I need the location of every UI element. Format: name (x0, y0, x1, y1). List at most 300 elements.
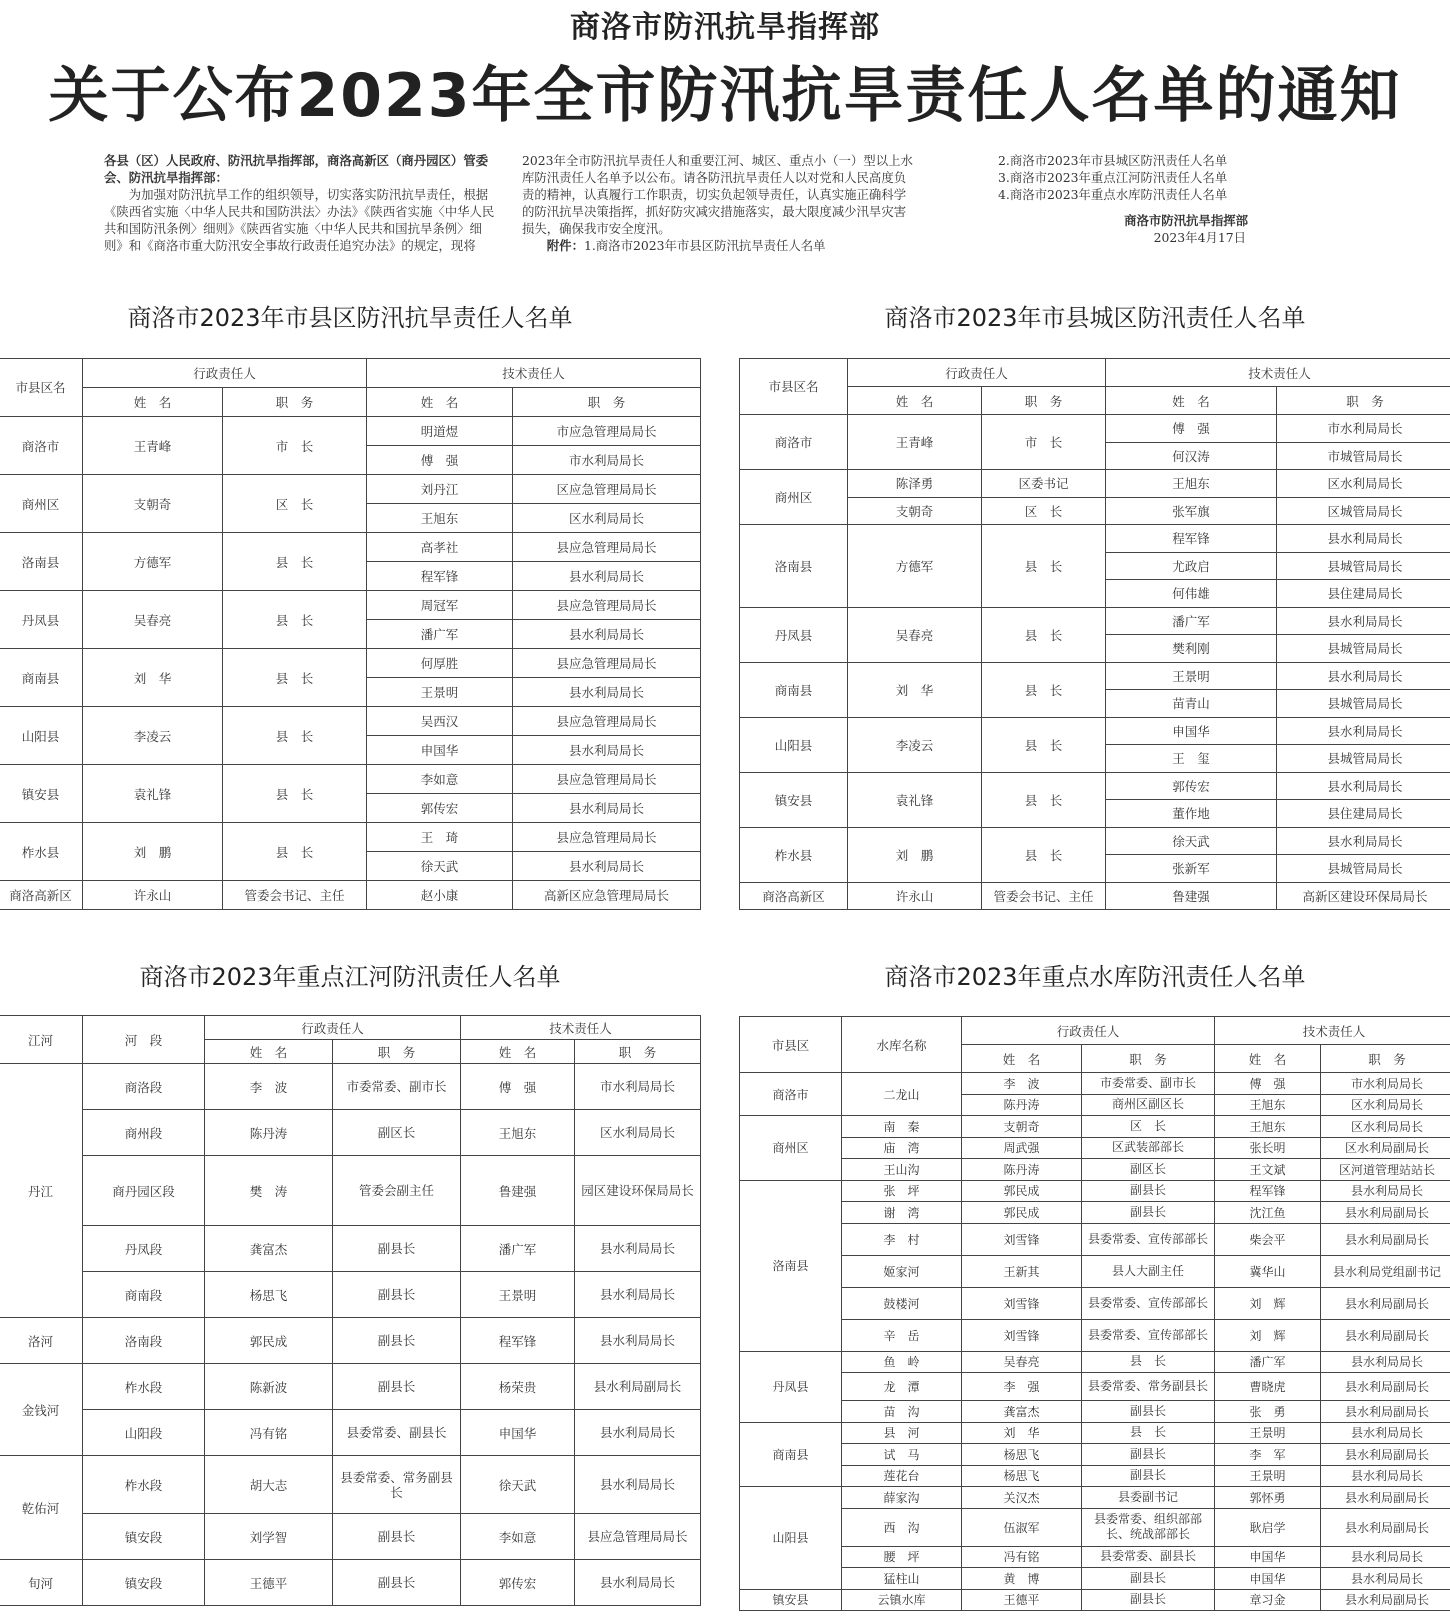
section-cell: 镇安段 (83, 1514, 205, 1560)
table-row (740, 1444, 1450, 1466)
region-cell: 柞水县 (0, 823, 83, 881)
admin-post-cell: 县 长 (982, 662, 1106, 717)
table-row (0, 649, 701, 678)
admin-name-cell: 王新其 (962, 1255, 1082, 1287)
section-cell: 商洛段 (83, 1064, 205, 1110)
table-row (740, 1487, 1450, 1509)
table-4-title: 商洛市2023年重点水库防汛责任人名单 (884, 963, 1306, 991)
header-admin-name: 姓 名 (205, 1040, 333, 1064)
tech-name-cell: 耿启学 (1215, 1508, 1321, 1546)
admin-name-cell: 王青峰 (83, 417, 223, 475)
region-cell: 丹凤县 (740, 607, 848, 662)
tech-name-cell: 苗青山 (1106, 690, 1277, 718)
table-row (740, 1287, 1450, 1319)
region-cell: 洛南县 (0, 533, 83, 591)
attachment-1: 1.商洛市2023年市县区防汛抗旱责任人名单 (583, 238, 826, 253)
header-reservoir: 水库名称 (842, 1017, 962, 1073)
section-cell: 柞水段 (83, 1364, 205, 1410)
admin-post-cell: 副县长 (1082, 1180, 1215, 1202)
table-row (740, 1546, 1450, 1568)
attachment-label: 附件： (546, 238, 584, 253)
tech-name-cell: 傅 强 (367, 446, 513, 475)
tech-name-cell: 曹晓虎 (1215, 1373, 1321, 1401)
reservoir-cell: 南 秦 (842, 1116, 962, 1138)
tech-post-cell: 县水利局局长 (575, 1226, 701, 1272)
tech-name-cell: 申国华 (1215, 1568, 1321, 1590)
tech-post-cell: 县水利局副局长 (1321, 1202, 1450, 1224)
tech-post-cell: 县水利局局长 (1321, 1465, 1450, 1487)
tech-post-cell: 市水利局局长 (1277, 415, 1450, 443)
reservoir-cell: 腰 坪 (842, 1546, 962, 1568)
table-row (0, 591, 701, 620)
table-row (740, 525, 1450, 553)
reservoir-cell: 谢 湾 (842, 1202, 962, 1224)
region-cell: 商南县 (740, 662, 848, 717)
admin-post-cell: 区 长 (1082, 1116, 1215, 1138)
admin-name-cell: 周武强 (962, 1137, 1082, 1159)
table-row (740, 1255, 1450, 1287)
tech-name-cell: 吴西汉 (367, 707, 513, 736)
reservoir-cell: 猛柱山 (842, 1568, 962, 1590)
admin-name-cell: 杨思飞 (962, 1444, 1082, 1466)
admin-name-cell: 伍淑军 (962, 1508, 1082, 1546)
table-row (740, 1422, 1450, 1444)
tech-post-cell: 县城管局局长 (1277, 690, 1450, 718)
notice-column-1 (104, 152, 498, 254)
admin-name-cell: 刘 华 (962, 1422, 1082, 1444)
tech-post-cell: 县水利局副局长 (1321, 1508, 1450, 1546)
table-row (740, 662, 1450, 690)
admin-name-cell: 陈泽勇 (848, 470, 982, 498)
admin-name-cell: 刘雪锋 (962, 1223, 1082, 1255)
region-cell: 商南县 (0, 649, 83, 707)
tech-post-cell: 县水利局局长 (1277, 717, 1450, 745)
table-row (740, 1465, 1450, 1487)
table-row (0, 1226, 701, 1272)
admin-name-cell: 刘 鹏 (848, 827, 982, 882)
region-cell: 商洛市 (740, 1073, 842, 1116)
tech-name-cell: 何汉涛 (1106, 442, 1277, 470)
reservoir-cell: 李 村 (842, 1223, 962, 1255)
tech-name-cell: 王旭东 (1106, 470, 1277, 498)
region-cell: 山阳县 (0, 707, 83, 765)
tech-post-cell: 县城管局局长 (1277, 855, 1450, 883)
header-river: 江河 (0, 1016, 83, 1064)
admin-post-cell: 市委常委、副市长 (1082, 1073, 1215, 1095)
table-row (740, 1319, 1450, 1351)
admin-post-cell: 市 长 (982, 415, 1106, 470)
admin-post-cell: 副区长 (333, 1110, 461, 1156)
tech-post-cell: 园区建设环保局局长 (575, 1156, 701, 1226)
table-row (0, 1364, 701, 1410)
reservoir-cell: 龙 潭 (842, 1373, 962, 1401)
tech-post-cell: 县水利局局长 (1277, 827, 1450, 855)
admin-post-cell: 县 长 (223, 533, 367, 591)
region-cell: 镇安县 (740, 1589, 842, 1611)
table-row (0, 1514, 701, 1560)
notice-column-2 (522, 152, 914, 254)
admin-post-cell: 副县长 (1082, 1444, 1215, 1466)
tech-name-cell: 何伟雄 (1106, 580, 1277, 608)
header-tech-name: 姓 名 (1106, 387, 1277, 415)
tech-post-cell: 县城管局局长 (1277, 552, 1450, 580)
table-row (740, 1159, 1450, 1181)
tech-name-cell: 樊利刚 (1106, 635, 1277, 663)
admin-post-cell: 商州区副区长 (1082, 1094, 1215, 1116)
header-tech-name: 姓 名 (367, 388, 513, 417)
tech-post-cell: 县水利局局长 (1321, 1180, 1450, 1202)
region-cell: 柞水县 (740, 827, 848, 882)
admin-name-cell: 陈新波 (205, 1364, 333, 1410)
reservoir-cell: 张 坪 (842, 1180, 962, 1202)
admin-post-cell: 县 长 (223, 591, 367, 649)
tech-post-cell: 县水利局局长 (513, 794, 701, 823)
admin-name-cell: 方德军 (848, 525, 982, 608)
tech-name-cell: 董作地 (1106, 800, 1277, 828)
tech-post-cell: 县水利局局长 (513, 678, 701, 707)
river-cell: 金钱河 (0, 1364, 83, 1456)
admin-post-cell: 县 长 (982, 607, 1106, 662)
tech-post-cell: 市水利局局长 (513, 446, 701, 475)
admin-post-cell: 县 长 (223, 649, 367, 707)
reservoir-cell: 鱼 岭 (842, 1351, 962, 1373)
table-1-county-responsible (0, 358, 701, 910)
table-row (740, 717, 1450, 745)
reservoir-cell: 薛家沟 (842, 1487, 962, 1509)
attachment-line (522, 237, 914, 254)
table-3-title: 商洛市2023年重点江河防汛责任人名单 (139, 963, 561, 991)
tech-name-cell: 徐天武 (1106, 827, 1277, 855)
header-admin-name: 姓 名 (962, 1045, 1082, 1073)
tech-post-cell: 县城管局局长 (1277, 635, 1450, 663)
tech-name-cell: 张长明 (1215, 1137, 1321, 1159)
admin-post-cell: 区 长 (223, 475, 367, 533)
admin-name-cell: 樊 涛 (205, 1156, 333, 1226)
tech-name-cell: 傅 强 (1215, 1073, 1321, 1095)
tech-name-cell: 王景明 (1215, 1422, 1321, 1444)
admin-name-cell: 冯有铭 (205, 1410, 333, 1456)
tech-name-cell: 申国华 (461, 1410, 575, 1456)
tech-name-cell: 冀华山 (1215, 1255, 1321, 1287)
table-row (740, 1351, 1450, 1373)
tech-post-cell: 市城管局局长 (1277, 442, 1450, 470)
section-cell: 商南段 (83, 1272, 205, 1318)
reservoir-cell: 苗 沟 (842, 1401, 962, 1423)
tech-name-cell: 程军锋 (1106, 525, 1277, 553)
tech-post-cell: 区河道管理站站长 (1321, 1159, 1450, 1181)
admin-post-cell: 管委会书记、主任 (223, 881, 367, 910)
tech-name-cell: 王旭东 (1215, 1094, 1321, 1116)
tech-name-cell: 郭传宏 (367, 794, 513, 823)
tech-post-cell: 县水利局局长 (513, 736, 701, 765)
admin-name-cell: 杨思飞 (962, 1465, 1082, 1487)
admin-name-cell: 龚富杰 (962, 1401, 1082, 1423)
tech-name-cell: 李如意 (461, 1514, 575, 1560)
tech-post-cell: 县应急管理局局长 (513, 533, 701, 562)
tech-post-cell: 县水利局副局长 (1321, 1487, 1450, 1509)
region-cell: 镇安县 (740, 772, 848, 827)
tech-post-cell: 县住建局局长 (1277, 580, 1450, 608)
tech-name-cell: 王景明 (461, 1272, 575, 1318)
admin-post-cell: 县 长 (1082, 1422, 1215, 1444)
table-row (0, 1064, 701, 1110)
tech-name-cell: 傅 强 (461, 1064, 575, 1110)
tech-post-cell: 县住建局局长 (1277, 800, 1450, 828)
admin-post-cell: 县委常委、常务副县长 (333, 1456, 461, 1514)
admin-post-cell: 市 长 (223, 417, 367, 475)
header-region: 市县区 (740, 1017, 842, 1073)
admin-name-cell: 许永山 (848, 882, 982, 910)
tech-name-cell: 程军锋 (367, 562, 513, 591)
notice-main-title: 关于公布2023年全市防汛抗旱责任人名单的通知 (48, 61, 1402, 131)
admin-name-cell: 吴春亮 (848, 607, 982, 662)
tech-name-cell: 徐天武 (461, 1456, 575, 1514)
admin-post-cell: 副县长 (333, 1514, 461, 1560)
table-row (740, 1568, 1450, 1590)
table-row (0, 475, 701, 504)
admin-post-cell: 副县长 (1082, 1589, 1215, 1611)
tech-name-cell: 周冠军 (367, 591, 513, 620)
tech-name-cell: 鲁建强 (461, 1156, 575, 1226)
admin-post-cell: 副县长 (1082, 1401, 1215, 1423)
admin-post-cell: 县 长 (223, 765, 367, 823)
section-cell: 商州段 (83, 1110, 205, 1156)
table-row (740, 1180, 1450, 1202)
admin-name-cell: 王德平 (205, 1560, 333, 1606)
tech-name-cell: 尤政启 (1106, 552, 1277, 580)
admin-name-cell: 陈丹涛 (205, 1110, 333, 1156)
tech-name-cell: 赵小康 (367, 881, 513, 910)
admin-name-cell: 吴春亮 (962, 1351, 1082, 1373)
header-tech: 技术责任人 (461, 1016, 701, 1040)
table-row (740, 607, 1450, 635)
tech-name-cell: 刘丹江 (367, 475, 513, 504)
tech-name-cell: 张 勇 (1215, 1401, 1321, 1423)
table-row (740, 1401, 1450, 1423)
tech-post-cell: 县水利局局长 (1277, 772, 1450, 800)
river-cell: 旬河 (0, 1560, 83, 1606)
admin-name-cell: 方德军 (83, 533, 223, 591)
header-admin: 行政责任人 (83, 359, 367, 388)
admin-post-cell: 县 长 (1082, 1351, 1215, 1373)
tech-post-cell: 区水利局局长 (513, 504, 701, 533)
tech-post-cell: 县应急管理局局长 (513, 823, 701, 852)
admin-name-cell: 郭民成 (962, 1180, 1082, 1202)
tech-post-cell: 区水利局局长 (1321, 1094, 1450, 1116)
table-row (740, 882, 1450, 910)
admin-name-cell: 冯有铭 (962, 1546, 1082, 1568)
admin-name-cell: 支朝奇 (83, 475, 223, 533)
admin-name-cell: 刘雪锋 (962, 1287, 1082, 1319)
tech-post-cell: 县水利局局长 (575, 1318, 701, 1364)
admin-post-cell: 副县长 (1082, 1465, 1215, 1487)
header-tech: 技术责任人 (1215, 1017, 1450, 1045)
header-admin: 行政责任人 (848, 359, 1106, 387)
tech-post-cell: 高新区应急管理局局长 (513, 881, 701, 910)
header-admin-post: 职 务 (333, 1040, 461, 1064)
table-row (0, 881, 701, 910)
admin-post-cell: 县人大副主任 (1082, 1255, 1215, 1287)
header-admin-post: 职 务 (982, 387, 1106, 415)
region-cell: 洛南县 (740, 525, 848, 608)
tech-post-cell: 县水利局局长 (513, 852, 701, 881)
tech-name-cell: 申国华 (367, 736, 513, 765)
admin-name-cell: 袁礼锋 (83, 765, 223, 823)
admin-name-cell: 李 波 (962, 1073, 1082, 1095)
admin-name-cell: 郭民成 (962, 1202, 1082, 1224)
reservoir-cell: 辛 岳 (842, 1319, 962, 1351)
admin-post-cell: 副县长 (333, 1318, 461, 1364)
table-row (0, 707, 701, 736)
tech-name-cell: 鲁建强 (1106, 882, 1277, 910)
admin-name-cell: 关汉杰 (962, 1487, 1082, 1509)
tech-name-cell: 潘广军 (1215, 1351, 1321, 1373)
tech-name-cell: 郭传宏 (461, 1560, 575, 1606)
region-cell: 商洛高新区 (740, 882, 848, 910)
table-row (740, 1073, 1450, 1095)
admin-name-cell: 郭民成 (205, 1318, 333, 1364)
admin-name-cell: 李凌云 (848, 717, 982, 772)
admin-name-cell: 王青峰 (848, 415, 982, 470)
admin-name-cell: 王德平 (962, 1589, 1082, 1611)
table-3-river-responsible (0, 1015, 701, 1606)
tech-post-cell: 区水利局局长 (1321, 1116, 1450, 1138)
admin-post-cell: 县委副书记 (1082, 1487, 1215, 1509)
reservoir-cell: 云镇水库 (842, 1589, 962, 1611)
admin-post-cell: 管委会书记、主任 (982, 882, 1106, 910)
table-row (740, 1116, 1450, 1138)
admin-name-cell: 李 强 (962, 1373, 1082, 1401)
admin-name-cell: 杨思飞 (205, 1272, 333, 1318)
admin-post-cell: 副县长 (333, 1226, 461, 1272)
tech-name-cell: 潘广军 (1106, 607, 1277, 635)
tech-post-cell: 县水利局副局长 (1321, 1223, 1450, 1255)
admin-post-cell: 副县长 (1082, 1568, 1215, 1590)
header-region: 市县区名 (0, 359, 83, 417)
tech-name-cell: 李 军 (1215, 1444, 1321, 1466)
tech-name-cell: 明道煜 (367, 417, 513, 446)
tech-name-cell: 杨荣贵 (461, 1364, 575, 1410)
tech-post-cell: 县水利局局长 (1321, 1546, 1450, 1568)
tech-post-cell: 县水利局局长 (1321, 1351, 1450, 1373)
tech-post-cell: 县水利局党组副书记 (1321, 1255, 1450, 1287)
admin-name-cell: 李 波 (205, 1064, 333, 1110)
tech-post-cell: 县水利局局长 (575, 1456, 701, 1514)
tech-post-cell: 县应急管理局局长 (513, 591, 701, 620)
tech-name-cell: 刘 辉 (1215, 1287, 1321, 1319)
section-cell: 洛南段 (83, 1318, 205, 1364)
table-row (740, 827, 1450, 855)
header-section: 河 段 (83, 1016, 205, 1064)
admin-post-cell: 管委会副主任 (333, 1156, 461, 1226)
region-cell: 丹凤县 (0, 591, 83, 649)
header-tech: 技术责任人 (1106, 359, 1450, 387)
section-cell: 柞水段 (83, 1456, 205, 1514)
tech-post-cell: 县水利局局长 (575, 1410, 701, 1456)
table-2-city-flood-responsible (739, 358, 1450, 910)
tech-name-cell: 王旭东 (461, 1110, 575, 1156)
admin-post-cell: 市委常委、副市长 (333, 1064, 461, 1110)
table-row (0, 823, 701, 852)
section-cell: 镇安段 (83, 1560, 205, 1606)
section-cell: 山阳段 (83, 1410, 205, 1456)
table-row (0, 1456, 701, 1514)
region-cell: 商州区 (740, 1116, 842, 1181)
tech-post-cell: 县水利局副局长 (1321, 1319, 1450, 1351)
tech-name-cell: 王 琦 (367, 823, 513, 852)
table-row (740, 1508, 1450, 1546)
header-tech-name: 姓 名 (1215, 1045, 1321, 1073)
tech-name-cell: 王旭东 (367, 504, 513, 533)
tech-name-cell: 程军锋 (461, 1318, 575, 1364)
region-cell: 山阳县 (740, 1487, 842, 1590)
region-cell: 商洛市 (0, 417, 83, 475)
admin-name-cell: 许永山 (83, 881, 223, 910)
admin-post-cell: 县 长 (223, 823, 367, 881)
attachment-4: 4.商洛市2023年重点水库防汛责任人名单 (998, 187, 1228, 202)
admin-name-cell: 刘雪锋 (962, 1319, 1082, 1351)
admin-name-cell: 胡大志 (205, 1456, 333, 1514)
tech-post-cell: 区水利局副局长 (1321, 1137, 1450, 1159)
reservoir-cell: 庙 湾 (842, 1137, 962, 1159)
admin-post-cell: 县 长 (223, 707, 367, 765)
river-cell: 洛河 (0, 1318, 83, 1364)
region-cell: 商州区 (0, 475, 83, 533)
header-admin: 行政责任人 (205, 1016, 461, 1040)
region-cell: 山阳县 (740, 717, 848, 772)
admin-post-cell: 区委书记 (982, 470, 1106, 498)
admin-post-cell: 县委常委、宣传部部长 (1082, 1287, 1215, 1319)
tech-name-cell: 王旭东 (1215, 1116, 1321, 1138)
admin-post-cell: 副县长 (1082, 1202, 1215, 1224)
tech-name-cell: 刘 辉 (1215, 1319, 1321, 1351)
notice-date: 2023年4月17日 (1153, 230, 1246, 245)
admin-post-cell: 县委常委、副县长 (1082, 1546, 1215, 1568)
tech-post-cell: 县水利局局长 (513, 562, 701, 591)
admin-name-cell: 陈丹涛 (962, 1159, 1082, 1181)
admin-name-cell: 刘学智 (205, 1514, 333, 1560)
tech-post-cell: 县水利局副局长 (1321, 1444, 1450, 1466)
tech-name-cell: 王文斌 (1215, 1159, 1321, 1181)
header-admin-post: 职 务 (223, 388, 367, 417)
header-tech-post: 职 务 (1321, 1045, 1450, 1073)
admin-name-cell: 龚富杰 (205, 1226, 333, 1272)
admin-post-cell: 副县长 (333, 1364, 461, 1410)
admin-post-cell: 县 长 (982, 772, 1106, 827)
admin-post-cell: 县委常委、宣传部部长 (1082, 1319, 1215, 1351)
tech-post-cell: 市水利局局长 (1321, 1073, 1450, 1095)
table-row (0, 765, 701, 794)
section-cell: 丹凤段 (83, 1226, 205, 1272)
header-tech-post: 职 务 (575, 1040, 701, 1064)
admin-post-cell: 县委常委、常务副县长 (1082, 1373, 1215, 1401)
table-row (740, 1373, 1450, 1401)
header-admin: 行政责任人 (962, 1017, 1215, 1045)
table-row (740, 1589, 1450, 1611)
tech-post-cell: 县应急管理局局长 (513, 765, 701, 794)
notice-paragraph-2: 2023年全市防汛抗旱责任人和重要江河、城区、重点小（一）型以上水库防汛责任人名单予以公布。请各防汛抗旱责任人以对党和人民高度负责的精神，认真履行工作职责，切实负起领导责任，认真实施正确科学的防汛抗旱决策指挥，抓好防灾减灾措施落实，最大限度减少汛旱灾害损失，确保我市安全度汛。 (522, 153, 913, 236)
header-tech: 技术责任人 (367, 359, 701, 388)
tech-post-cell: 县水利局局长 (575, 1272, 701, 1318)
river-cell: 丹江 (0, 1064, 83, 1318)
table-row (740, 1137, 1450, 1159)
tech-post-cell: 县应急管理局局长 (575, 1514, 701, 1560)
tech-name-cell: 王景明 (1106, 662, 1277, 690)
admin-post-cell: 县委常委、宣传部部长 (1082, 1223, 1215, 1255)
table-2-title: 商洛市2023年市县城区防汛责任人名单 (884, 304, 1306, 332)
reservoir-cell: 王山沟 (842, 1159, 962, 1181)
admin-name-cell: 陈丹涛 (962, 1094, 1082, 1116)
